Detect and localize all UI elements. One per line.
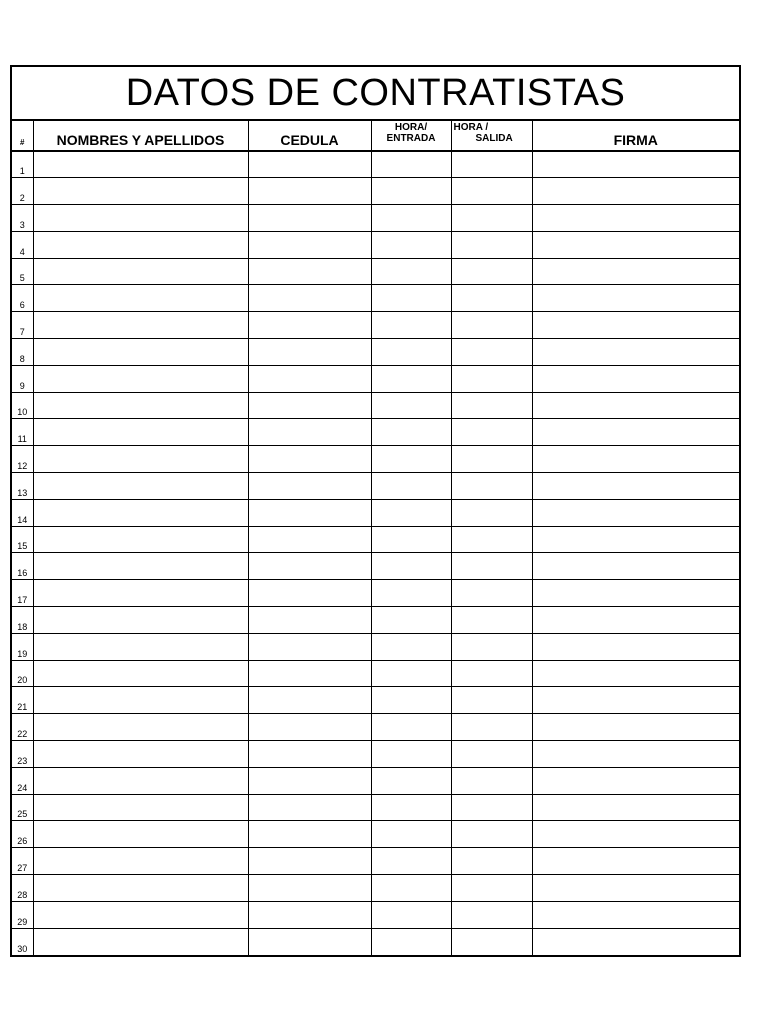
names-cell[interactable] [33, 580, 248, 607]
cedula-cell[interactable] [248, 499, 371, 526]
table-row [12, 714, 739, 741]
hora-salida-cell[interactable] [451, 553, 532, 580]
cedula-cell[interactable] [248, 178, 371, 205]
table-row [12, 553, 739, 580]
table-row [12, 875, 739, 902]
contractor-table [12, 121, 739, 955]
row-number: 18 [12, 607, 33, 634]
hora-salida-cell[interactable] [451, 499, 532, 526]
row-number: 19 [12, 633, 33, 660]
hora-entrada-cell[interactable] [371, 205, 451, 232]
table-row [12, 258, 739, 285]
row-number: 13 [12, 473, 33, 500]
cedula-cell[interactable] [248, 285, 371, 312]
column-header-cedula: CEDULA [248, 121, 371, 151]
row-number: 23 [12, 741, 33, 768]
row-number: 8 [12, 339, 33, 366]
names-cell[interactable] [33, 151, 248, 178]
hora-salida-cell[interactable] [451, 151, 532, 178]
names-cell[interactable] [33, 258, 248, 285]
hora-salida-line1: HORA / [453, 122, 489, 133]
table-row [12, 231, 739, 258]
hora-salida-cell[interactable] [451, 419, 532, 446]
hora-entrada-line1: HORA/ [394, 122, 428, 133]
hora-salida-cell[interactable] [451, 205, 532, 232]
names-cell[interactable] [33, 660, 248, 687]
cedula-cell[interactable] [248, 258, 371, 285]
hora-salida-cell[interactable] [451, 365, 532, 392]
firma-cell[interactable] [532, 553, 739, 580]
names-cell[interactable] [33, 365, 248, 392]
hora-salida-cell[interactable] [451, 741, 532, 768]
cedula-cell[interactable] [248, 205, 371, 232]
table-row [12, 312, 739, 339]
hora-entrada-cell[interactable] [371, 419, 451, 446]
names-cell[interactable] [33, 687, 248, 714]
firma-cell[interactable] [532, 339, 739, 366]
firma-cell[interactable] [532, 848, 739, 875]
hora-entrada-cell[interactable] [371, 794, 451, 821]
table-row [12, 794, 739, 821]
hora-salida-cell[interactable] [451, 580, 532, 607]
hora-salida-cell[interactable] [451, 660, 532, 687]
table-header-row [12, 121, 739, 151]
names-cell[interactable] [33, 848, 248, 875]
hora-entrada-cell[interactable] [371, 499, 451, 526]
firma-cell[interactable] [532, 365, 739, 392]
firma-cell[interactable] [532, 875, 739, 902]
cedula-cell[interactable] [248, 553, 371, 580]
names-cell[interactable] [33, 553, 248, 580]
names-cell[interactable] [33, 741, 248, 768]
firma-cell[interactable] [532, 499, 739, 526]
firma-cell[interactable] [532, 312, 739, 339]
hora-entrada-cell[interactable] [371, 607, 451, 634]
table-row [12, 392, 739, 419]
table-row [12, 446, 739, 473]
hora-entrada-cell[interactable] [371, 848, 451, 875]
table-row [12, 285, 739, 312]
hora-entrada-cell[interactable] [371, 151, 451, 178]
table-row [12, 473, 739, 500]
names-cell[interactable] [33, 473, 248, 500]
column-header-firma: FIRMA [532, 121, 739, 151]
hora-entrada-cell[interactable] [371, 392, 451, 419]
table-row [12, 178, 739, 205]
table-row [12, 205, 739, 232]
hora-entrada-cell[interactable] [371, 365, 451, 392]
cedula-cell[interactable] [248, 339, 371, 366]
hora-entrada-cell[interactable] [371, 312, 451, 339]
cedula-cell[interactable] [248, 660, 371, 687]
hora-entrada-cell[interactable] [371, 714, 451, 741]
hora-salida-cell[interactable] [451, 928, 532, 955]
firma-cell[interactable] [532, 901, 739, 928]
row-number: 3 [12, 205, 33, 232]
names-cell[interactable] [33, 231, 248, 258]
firma-cell[interactable] [532, 473, 739, 500]
column-header-names: NOMBRES Y APELLIDOS [33, 121, 248, 151]
firma-cell[interactable] [532, 607, 739, 634]
table-row [12, 821, 739, 848]
row-number: 12 [12, 446, 33, 473]
cedula-cell[interactable] [248, 848, 371, 875]
row-number: 24 [12, 767, 33, 794]
firma-cell[interactable] [532, 928, 739, 955]
hora-entrada-cell[interactable] [371, 231, 451, 258]
cedula-cell[interactable] [248, 928, 371, 955]
contractor-form [10, 65, 741, 957]
cedula-cell[interactable] [248, 767, 371, 794]
table-row [12, 633, 739, 660]
firma-cell[interactable] [532, 392, 739, 419]
cedula-cell[interactable] [248, 446, 371, 473]
row-number: 5 [12, 258, 33, 285]
firma-cell[interactable] [532, 205, 739, 232]
table-row [12, 928, 739, 955]
names-cell[interactable] [33, 392, 248, 419]
row-number: 28 [12, 875, 33, 902]
names-cell[interactable] [33, 821, 248, 848]
table-row [12, 901, 739, 928]
firma-cell[interactable] [532, 258, 739, 285]
table-row [12, 660, 739, 687]
firma-cell[interactable] [532, 231, 739, 258]
hora-salida-cell[interactable] [451, 446, 532, 473]
hora-salida-cell[interactable] [451, 607, 532, 634]
row-number: 16 [12, 553, 33, 580]
hora-salida-cell[interactable] [451, 714, 532, 741]
cedula-cell[interactable] [248, 633, 371, 660]
row-number: 14 [12, 499, 33, 526]
names-cell[interactable] [33, 928, 248, 955]
row-number: 25 [12, 794, 33, 821]
hora-salida-cell[interactable] [451, 473, 532, 500]
hora-entrada-cell[interactable] [371, 446, 451, 473]
hora-salida-cell[interactable] [451, 392, 532, 419]
hora-entrada-cell[interactable] [371, 580, 451, 607]
hora-salida-cell[interactable] [451, 767, 532, 794]
hora-salida-cell[interactable] [451, 901, 532, 928]
hora-entrada-cell[interactable] [371, 928, 451, 955]
row-number: 6 [12, 285, 33, 312]
cedula-cell[interactable] [248, 901, 371, 928]
names-cell[interactable] [33, 499, 248, 526]
table-row [12, 419, 739, 446]
table-row [12, 607, 739, 634]
hora-salida-cell[interactable] [451, 848, 532, 875]
table-row [12, 339, 739, 366]
hora-entrada-cell[interactable] [371, 660, 451, 687]
firma-cell[interactable] [532, 526, 739, 553]
hora-salida-cell[interactable] [451, 231, 532, 258]
firma-cell[interactable] [532, 633, 739, 660]
hora-entrada-cell[interactable] [371, 875, 451, 902]
cedula-cell[interactable] [248, 151, 371, 178]
row-number: 15 [12, 526, 33, 553]
firma-cell[interactable] [532, 767, 739, 794]
names-cell[interactable] [33, 901, 248, 928]
row-number: 11 [12, 419, 33, 446]
hora-entrada-line2: ENTRADA [386, 133, 436, 144]
names-cell[interactable] [33, 633, 248, 660]
names-cell[interactable] [33, 714, 248, 741]
firma-cell[interactable] [532, 741, 739, 768]
table-row [12, 526, 739, 553]
row-number: 22 [12, 714, 33, 741]
cedula-cell[interactable] [248, 580, 371, 607]
firma-cell[interactable] [532, 660, 739, 687]
row-number: 17 [12, 580, 33, 607]
hora-salida-cell[interactable] [451, 312, 532, 339]
hora-salida-cell[interactable] [451, 633, 532, 660]
row-number: 27 [12, 848, 33, 875]
table-row [12, 365, 739, 392]
hora-entrada-cell[interactable] [371, 821, 451, 848]
names-cell[interactable] [33, 526, 248, 553]
names-cell[interactable] [33, 419, 248, 446]
firma-cell[interactable] [532, 151, 739, 178]
hora-salida-cell[interactable] [451, 794, 532, 821]
cedula-cell[interactable] [248, 419, 371, 446]
table-row [12, 580, 739, 607]
cedula-cell[interactable] [248, 875, 371, 902]
column-header-hora-salida [451, 121, 532, 151]
hora-entrada-cell[interactable] [371, 339, 451, 366]
firma-cell[interactable] [532, 580, 739, 607]
row-number: 7 [12, 312, 33, 339]
names-cell[interactable] [33, 339, 248, 366]
hora-entrada-cell[interactable] [371, 258, 451, 285]
names-cell[interactable] [33, 178, 248, 205]
row-number: 2 [12, 178, 33, 205]
cedula-cell[interactable] [248, 607, 371, 634]
hora-entrada-cell[interactable] [371, 473, 451, 500]
table-row [12, 848, 739, 875]
names-cell[interactable] [33, 794, 248, 821]
firma-cell[interactable] [532, 285, 739, 312]
hora-entrada-cell[interactable] [371, 901, 451, 928]
names-cell[interactable] [33, 767, 248, 794]
cedula-cell[interactable] [248, 365, 371, 392]
names-cell[interactable] [33, 875, 248, 902]
cedula-cell[interactable] [248, 821, 371, 848]
hora-entrada-cell[interactable] [371, 633, 451, 660]
row-number: 9 [12, 365, 33, 392]
row-number: 29 [12, 901, 33, 928]
firma-cell[interactable] [532, 446, 739, 473]
column-header-hora-entrada [371, 121, 451, 151]
column-header-number: # [12, 121, 33, 151]
table-row [12, 767, 739, 794]
hora-salida-cell[interactable] [451, 178, 532, 205]
row-number: 10 [12, 392, 33, 419]
cedula-cell[interactable] [248, 741, 371, 768]
hora-entrada-cell[interactable] [371, 526, 451, 553]
names-cell[interactable] [33, 205, 248, 232]
hora-salida-cell[interactable] [451, 339, 532, 366]
hora-salida-cell[interactable] [451, 258, 532, 285]
hora-salida-cell[interactable] [451, 821, 532, 848]
table-row [12, 499, 739, 526]
row-number: 1 [12, 151, 33, 178]
table-row [12, 151, 739, 178]
cedula-cell[interactable] [248, 312, 371, 339]
firma-cell[interactable] [532, 419, 739, 446]
row-number: 26 [12, 821, 33, 848]
firma-cell[interactable] [532, 714, 739, 741]
hora-salida-cell[interactable] [451, 285, 532, 312]
cedula-cell[interactable] [248, 687, 371, 714]
hora-entrada-cell[interactable] [371, 767, 451, 794]
hora-entrada-cell[interactable] [371, 285, 451, 312]
row-number: 30 [12, 928, 33, 955]
row-number: 20 [12, 660, 33, 687]
names-cell[interactable] [33, 285, 248, 312]
firma-cell[interactable] [532, 794, 739, 821]
hora-salida-cell[interactable] [451, 526, 532, 553]
hora-salida-line2: SALIDA [475, 133, 513, 144]
row-number: 4 [12, 231, 33, 258]
hora-salida-cell[interactable] [451, 687, 532, 714]
names-cell[interactable] [33, 446, 248, 473]
firma-cell[interactable] [532, 178, 739, 205]
table-row [12, 687, 739, 714]
cedula-cell[interactable] [248, 794, 371, 821]
page-title: DATOS DE CONTRATISTAS [12, 67, 739, 121]
names-cell[interactable] [33, 312, 248, 339]
cedula-cell[interactable] [248, 392, 371, 419]
hora-entrada-cell[interactable] [371, 553, 451, 580]
row-number: 21 [12, 687, 33, 714]
hora-salida-cell[interactable] [451, 875, 532, 902]
firma-cell[interactable] [532, 687, 739, 714]
firma-cell[interactable] [532, 821, 739, 848]
cedula-cell[interactable] [248, 231, 371, 258]
cedula-cell[interactable] [248, 714, 371, 741]
hora-entrada-cell[interactable] [371, 741, 451, 768]
hora-entrada-cell[interactable] [371, 178, 451, 205]
hora-entrada-cell[interactable] [371, 687, 451, 714]
cedula-cell[interactable] [248, 473, 371, 500]
names-cell[interactable] [33, 607, 248, 634]
cedula-cell[interactable] [248, 526, 371, 553]
table-row [12, 741, 739, 768]
